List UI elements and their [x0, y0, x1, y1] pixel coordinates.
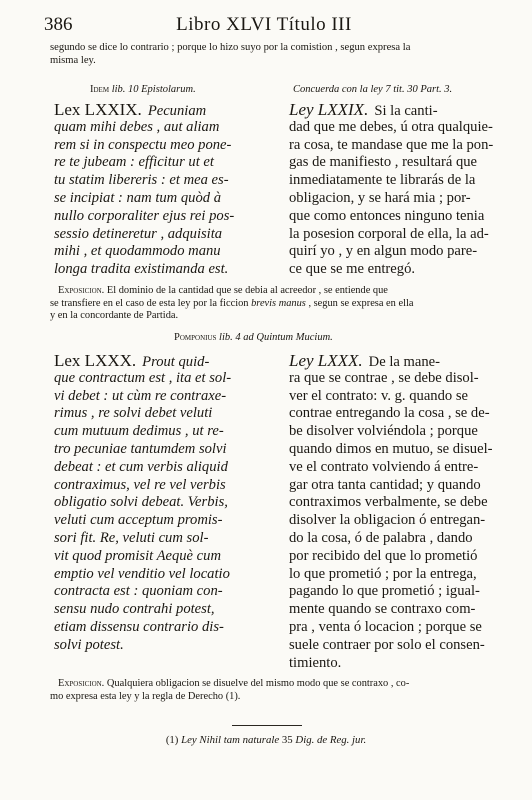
- text-line: [50, 285, 482, 298]
- line-text: Prout quid-: [142, 354, 210, 370]
- text-line: [54, 566, 231, 584]
- line-text: tu statim libereris : et mea es-: [54, 172, 229, 189]
- line-text: contrae entregando la cosa , se de-: [289, 405, 490, 422]
- text-line: [289, 172, 493, 190]
- law79-exposition: [50, 285, 482, 323]
- text-line: [289, 154, 493, 172]
- line-text: disolver la obligacion ó entregan-: [289, 512, 486, 529]
- text-line: [289, 208, 493, 226]
- text-line: [289, 388, 492, 406]
- footnote-source: Dig. de Reg. jur.: [295, 734, 367, 746]
- text-line: [54, 208, 234, 226]
- line-text: debeat : et cum verbis aliquid: [54, 458, 228, 475]
- text-line: [289, 548, 492, 566]
- source-author: Pomponius: [174, 332, 217, 343]
- text-line: [54, 512, 231, 530]
- text-line: [289, 405, 492, 423]
- exposition-label: Exposicion.: [58, 678, 105, 689]
- text-line: [289, 494, 492, 512]
- text-line: [54, 226, 234, 244]
- line-text: quam mihi debes , aut aliam: [54, 118, 220, 135]
- text-line: [289, 655, 492, 673]
- line-text: contraximus, vel re vel verbis: [54, 476, 226, 493]
- line-text: quirí yo , y en algun modo pare-: [289, 243, 478, 260]
- line-text: sensu nudo contrahi potest,: [54, 601, 215, 618]
- line-text: Si la canti-: [374, 103, 438, 119]
- footnote-number: 35: [279, 734, 296, 746]
- text-line: [54, 530, 231, 548]
- text-line: [54, 619, 231, 637]
- line-text: mente quando se contraxo com-: [289, 601, 476, 618]
- line-text: contraximos verbalmente, se debe: [289, 494, 488, 511]
- text-line: [289, 583, 492, 601]
- continuation-line: misma ley.: [50, 55, 96, 66]
- line-text: longa tradita existimanda est.: [54, 261, 229, 278]
- law80-latin-column: [54, 352, 231, 655]
- exposition-term: brevis manus: [251, 297, 306, 309]
- text-line: [54, 583, 231, 601]
- text-line: [289, 619, 492, 637]
- continuation-line: segundo se dice lo contrario ; porque lo hizo suyo por la comistion , segun expresa la: [50, 42, 411, 53]
- exposition-text: se transfiere en el caso de esta ley por la ficcion: [50, 297, 252, 309]
- line-text: re te jubeam : efficitur ut et: [54, 154, 214, 171]
- text-line: [54, 172, 234, 190]
- line-text: pagando lo que prometió ; igual-: [289, 583, 480, 600]
- line-text: dad que me debes, ú otra qualquie-: [289, 118, 493, 135]
- text-line: [54, 441, 231, 459]
- text-line: [54, 405, 231, 423]
- line-text: ra que se contrae , se debe disol-: [289, 369, 479, 386]
- text-line: [289, 601, 492, 619]
- line-text: veluti cum acceptum promis-: [54, 512, 223, 529]
- text-line: [289, 530, 492, 548]
- line-text: obligatio solvi debeat. Verbis,: [54, 494, 228, 511]
- source-ref: lib. 10 Epistolarum.: [109, 84, 196, 95]
- line-text: se incipiat : nam tum quòd à: [54, 189, 222, 206]
- text-line: [289, 637, 492, 655]
- line-text: mihi , et quodammodo manu: [54, 243, 221, 260]
- law-heading: Ley LXXIX.: [289, 100, 369, 119]
- exposition-text: y en la concordante de Partida.: [50, 310, 179, 322]
- law79-spanish-source: Concuerda con la ley 7 tit. 30 Part. 3.: [293, 84, 453, 95]
- line-text: lo que prometió ; por la entrega,: [289, 565, 477, 582]
- line-text: contracta est : quoniam con-: [54, 583, 223, 600]
- line-text: emptio vel venditio vel locatio: [54, 565, 230, 582]
- line-text: inmediatamente te librarás de la: [289, 172, 476, 189]
- line-text: sessio detineretur , adquisita: [54, 225, 223, 242]
- law80-exposition: [50, 678, 482, 703]
- text-line: [50, 691, 482, 704]
- law-heading: Ley LXXX.: [289, 351, 363, 370]
- line-text: rimus , re solvi debet veluti: [54, 405, 213, 422]
- line-text: vi debet : ut cùm re contraxe-: [54, 387, 227, 404]
- text-line: [54, 548, 231, 566]
- text-line: [289, 370, 492, 388]
- text-line: [289, 459, 492, 477]
- exposition-label: Exposicion.: [58, 285, 105, 296]
- text-line: [289, 477, 492, 495]
- line-text: ve el contrato volviendo á entre-: [289, 458, 479, 475]
- line-text: gas de manifiesto , resultará que: [289, 154, 478, 171]
- text-line: [54, 459, 231, 477]
- line-text: vit quod promisit Aequè cum: [54, 547, 221, 564]
- page-header: [44, 14, 484, 40]
- line-text: De la mane-: [368, 354, 440, 370]
- line-text: etiam dissensu contrario dis-: [54, 618, 224, 635]
- line-text: sori fit. Re, veluti cum sol-: [54, 529, 209, 546]
- text-line: [54, 494, 231, 512]
- text-line: [289, 441, 492, 459]
- text-line: [289, 190, 493, 208]
- line-text: Pecuniam: [147, 103, 207, 119]
- exposition-text: , segun se expresa en ella: [305, 297, 414, 309]
- text-line: [50, 678, 482, 691]
- text-line: [289, 566, 492, 584]
- text-line: [54, 137, 234, 155]
- text-line: [289, 261, 493, 279]
- line-text: nullo corporaliter ejus rei pos-: [54, 207, 235, 224]
- line-text: que contractum est , ita et sol-: [54, 369, 232, 386]
- law-heading: Lex LXXX.: [54, 351, 137, 370]
- footnote-citation: Ley Nihil tam naturale: [181, 734, 280, 746]
- text-line: [289, 101, 493, 119]
- exposition-text: El dominio de la cantidad que se debia al acreedor , se entiende que: [106, 285, 388, 296]
- text-line: [54, 154, 234, 172]
- line-text: timiento.: [289, 654, 342, 671]
- line-text: be disolver volviéndola ; porque: [289, 423, 478, 440]
- exposition-text: mo expresa esta ley y la regla de Derecho (1).: [50, 690, 241, 702]
- text-line: [289, 243, 493, 261]
- line-text: suele contraer por solo el consen-: [289, 636, 485, 653]
- line-text: pra , venta ó locacion ; porque se: [289, 618, 482, 635]
- text-line: [54, 119, 234, 137]
- text-line: [54, 190, 234, 208]
- text-line: [54, 352, 231, 370]
- footnote-rule: [232, 725, 302, 726]
- line-text: la posesion corporal de ella, la ad-: [289, 225, 489, 242]
- text-line: [54, 243, 234, 261]
- text-line: [289, 423, 492, 441]
- text-line: [289, 226, 493, 244]
- line-text: ra cosa, te mandase que me la pon-: [289, 136, 494, 153]
- line-text: solvi potest.: [54, 636, 124, 653]
- text-line: [289, 119, 493, 137]
- text-line: [54, 388, 231, 406]
- law79-spanish-column: [289, 101, 493, 279]
- law79-latin-column: [54, 101, 234, 279]
- line-text: rem si in conspectu meo pone-: [54, 136, 232, 153]
- line-text: obligacion, y se hará mia ; por-: [289, 189, 471, 206]
- line-text: ce que se me entregó.: [289, 261, 416, 278]
- text-line: [54, 423, 231, 441]
- continuation-paragraph: [50, 41, 480, 67]
- footnote: [0, 734, 532, 746]
- text-line: [289, 352, 492, 370]
- line-text: do la cosa, ó de palabra , dando: [289, 529, 473, 546]
- source-ref: lib. 4 ad Quintum Mucium.: [216, 332, 333, 343]
- line-text: por recibido del que lo prometió: [289, 547, 478, 564]
- law80-spanish-column: [289, 352, 492, 672]
- footnote-mark: (1): [165, 734, 179, 746]
- law79-latin-source: [90, 84, 196, 95]
- line-text: tro pecuniae tantumdem solvi: [54, 440, 227, 457]
- text-line: [54, 370, 231, 388]
- law-heading: Lex LXXIX.: [54, 100, 142, 119]
- page-number: 386: [44, 14, 73, 35]
- text-line: [50, 310, 482, 323]
- text-line: [289, 512, 492, 530]
- line-text: gar otra tanta cantidad; y quando: [289, 476, 481, 493]
- line-text: ver el contrato: v. g. quando se: [289, 387, 468, 404]
- text-line: [54, 637, 231, 655]
- line-text: quando dimos en mutuo, se disuel-: [289, 440, 493, 457]
- line-text: que como entonces ninguno tenia: [289, 207, 485, 224]
- source-author: Idem: [90, 84, 110, 95]
- text-line: [54, 601, 231, 619]
- text-line: [50, 298, 482, 311]
- running-title: Libro XLVI Título III: [176, 14, 352, 35]
- text-line: [54, 477, 231, 495]
- text-line: [54, 101, 234, 119]
- law80-source: [174, 332, 333, 343]
- text-line: [54, 261, 234, 279]
- line-text: cum mutuum dedimus , ut re-: [54, 423, 224, 440]
- text-line: [289, 137, 493, 155]
- exposition-text: Qualquiera obligacion se disuelve del mismo modo que se contraxo , co-: [106, 678, 410, 689]
